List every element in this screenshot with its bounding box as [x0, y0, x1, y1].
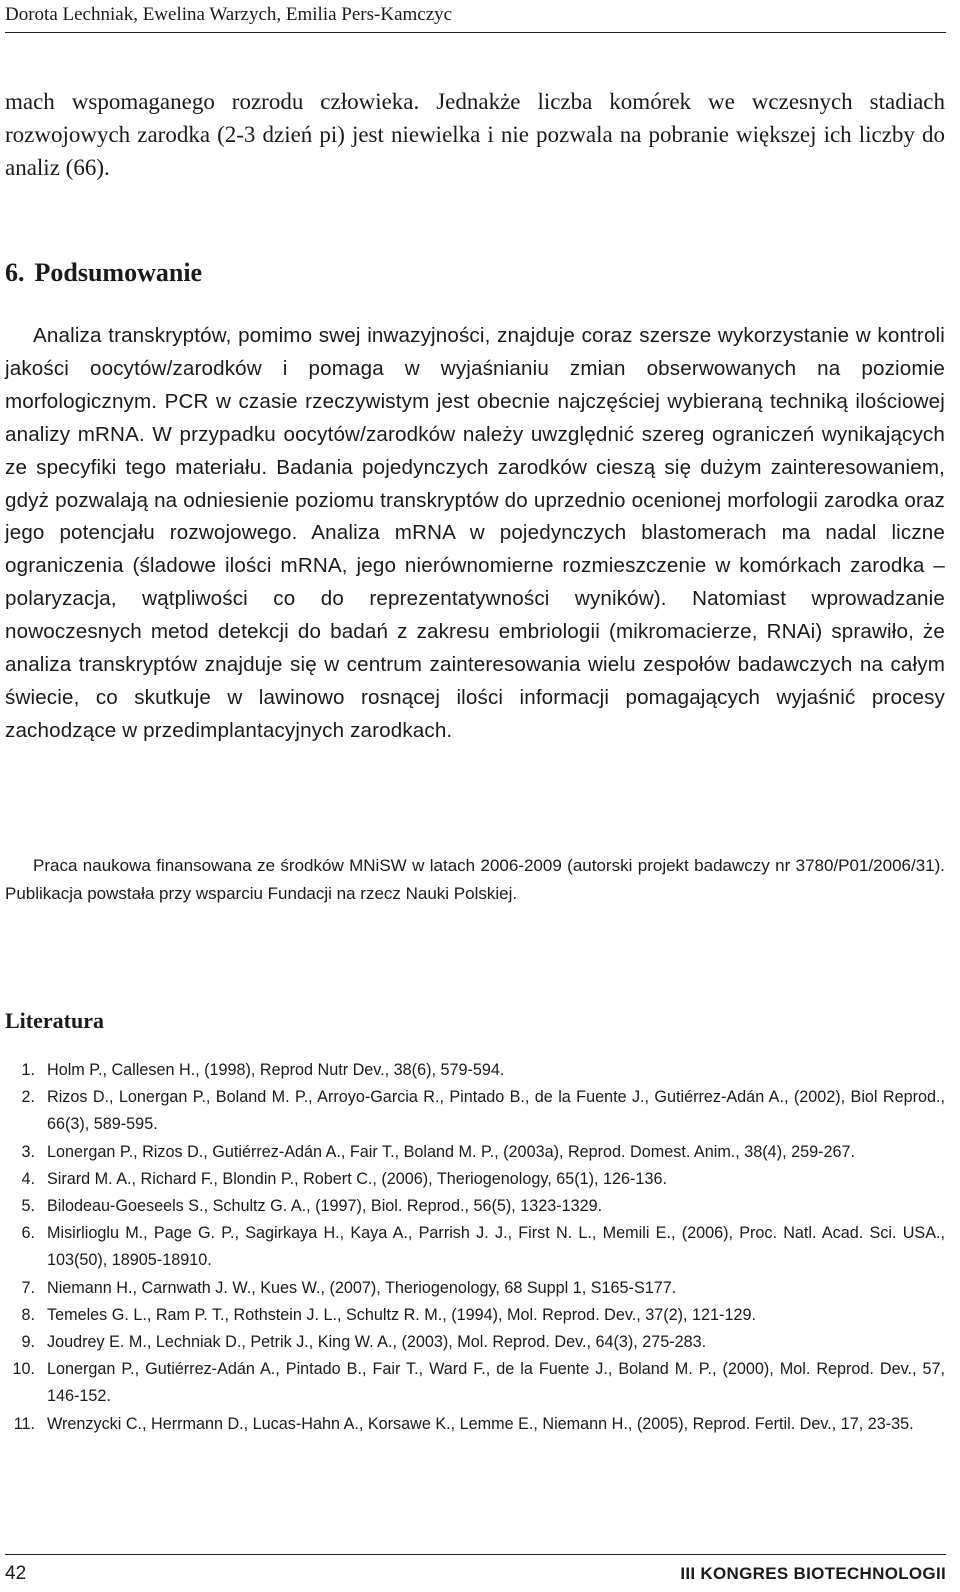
section-heading — [5, 255, 202, 291]
reference-list — [5, 1057, 945, 1438]
reference-item — [5, 1329, 945, 1356]
reference-number: 8. — [21, 1305, 35, 1324]
reference-text: Sirard M. A., Richard F., Blondin P., Robert C., (2006), Theriogenology, 65(1), 126-136. — [47, 1169, 667, 1188]
reference-number: 6. — [21, 1224, 35, 1243]
reference-text: Lonergan P., Gutiérrez-Adán A., Pintado B., Fair T., Ward F., de la Fuente J., Boland M. P., (2000), Mol. Reprod. Dev., 57, 146-152. — [47, 1360, 945, 1406]
reference-text: Joudrey E. M., Lechniak D., Petrik J., King W. A., (2003), Mol. Reprod. Dev., 64(3), 275-283. — [47, 1333, 707, 1352]
reference-item — [5, 1275, 945, 1302]
page-number: 42 — [5, 1563, 27, 1584]
continuation-paragraph: mach wspomaganego rozrodu człowieka. Jednakże liczba komórek we wczesnych stadiach rozwojowych zarodka (2-3 dzień pi) jest niewielka i nie pozwala na pobranie większej ich liczby do analiz (66). — [5, 89, 945, 180]
reference-number: 10. — [12, 1360, 35, 1379]
reference-text: Bilodeau-Goeseels S., Schultz G. A., (1997), Biol. Reprod., 56(5), 1323-1329. — [47, 1197, 603, 1216]
reference-item — [5, 1193, 945, 1220]
reference-text: Temeles G. L., Ram P. T., Rothstein J. L., Schultz R. M., (1994), Mol. Reprod. Dev., 37(2), 121-129. — [47, 1305, 756, 1324]
reference-text: Holm P., Callesen H., (1998), Reprod Nutr Dev., 38(6), 579-594. — [47, 1061, 505, 1079]
reference-item — [5, 1220, 945, 1274]
reference-item — [5, 1356, 945, 1410]
reference-number: 1. — [21, 1061, 35, 1079]
reference-item — [5, 1139, 945, 1166]
funding-note: Praca naukowa finansowana ze środków MNiSW w latach 2006-2009 (autorski projekt badawczy nr 3780/P01/2006/31). Publikacja powstała przy wsparciu Fundacji na rzecz Nauki Polskiej. — [5, 856, 945, 903]
reference-text: Misirlioglu M., Page G. P., Sagirkaya H., Kaya A., Parrish J. J., First N. L., Memili E., (2006), Proc. Natl. Acad. Sci. USA., 103(50), 18905-18910. — [47, 1224, 945, 1270]
reference-number: 5. — [21, 1197, 35, 1216]
footer-divider — [5, 1554, 946, 1555]
literature-heading: Literatura — [5, 1008, 104, 1033]
reference-text: Niemann H., Carnwath J. W., Kues W., (2007), Theriogenology, 68 Suppl 1, S165-S177. — [47, 1278, 677, 1297]
reference-item — [5, 1057, 945, 1084]
reference-number: 9. — [21, 1333, 35, 1352]
reference-number: 4. — [21, 1169, 35, 1188]
section-title: Podsumowanie — [34, 258, 203, 287]
summary-paragraph: Analiza transkryptów, pomimo swej inwazyjności, znajduje coraz szersze wykorzystanie w kontroli jakości oocytów/zarodków i pomaga w wyjaśnianiu zmian obserwowanych na poziomie morfologicznym. PCR w czasie rzeczywistym jest obecnie najczęściej wybieraną techniką ilościowej analizy mRNA. W przypadku oocytów/zarodków należy uwzględnić szereg ograniczeń wynikających ze specyfiki tego materiału. Badania pojedynczych zarodków cieszą się dużym zainteresowaniem, gdyż pozwalają na odniesienie poziomu transkryptów do uprzednio ocenionej morfologii zarodka oraz jego potencjału rozwojowego. Analiza mRNA w pojedynczych blastomerach ma nadal liczne ograniczenia (śladowe ilości mRNA, jego nierównomierne rozmieszczenie w komórkach zarodka – polaryzacja, wątpliwości co do reprezentatywności wyników). Natomiast wprowadzanie nowoczesnych metod detekcji do badań z zakresu embriologii (mikromacierze, RNAi) sprawiło, że analiza transkryptów znajduje się w centrum zainteresowania wielu zespołów badawczych na całym świecie, co skutkuje w lawinowo rosnącej ilości informacji pomagających wyjaśnić procesy zachodzące w przedimplantacyjnych zarodkach. — [5, 324, 945, 742]
reference-text: Rizos D., Lonergan P., Boland M. P., Arroyo-Garcia R., Pintado B., de la Fuente J., Gutiérrez-Adán A., (2002), Biol Reprod., 66(3), 589-595. — [47, 1088, 945, 1134]
reference-item — [5, 1302, 945, 1329]
reference-number: 11. — [13, 1414, 35, 1433]
reference-number: 7. — [21, 1278, 35, 1297]
reference-text: Lonergan P., Rizos D., Gutiérrez-Adán A., Fair T., Boland M. P., (2003a), Reprod. Domest. Anim., 38(4), 259-267. — [47, 1142, 855, 1161]
reference-item — [5, 1084, 945, 1138]
reference-item — [5, 1411, 945, 1438]
reference-item — [5, 1166, 945, 1193]
running-head-authors: Dorota Lechniak, Ewelina Warzych, Emilia Pers-Kamczyc — [5, 2, 946, 33]
journal-title: III KONGRES BIOTECHNOLOGII — [680, 1564, 946, 1583]
reference-number: 3. — [21, 1142, 35, 1161]
section-number: 6. — [5, 258, 25, 287]
reference-number: 2. — [21, 1088, 35, 1107]
reference-text: Wrenzycki C., Herrmann D., Lucas-Hahn A., Korsawe K., Lemme E., Niemann H., (2005), Reprod. Fertil. Dev., 17, 23-35. — [47, 1414, 914, 1433]
